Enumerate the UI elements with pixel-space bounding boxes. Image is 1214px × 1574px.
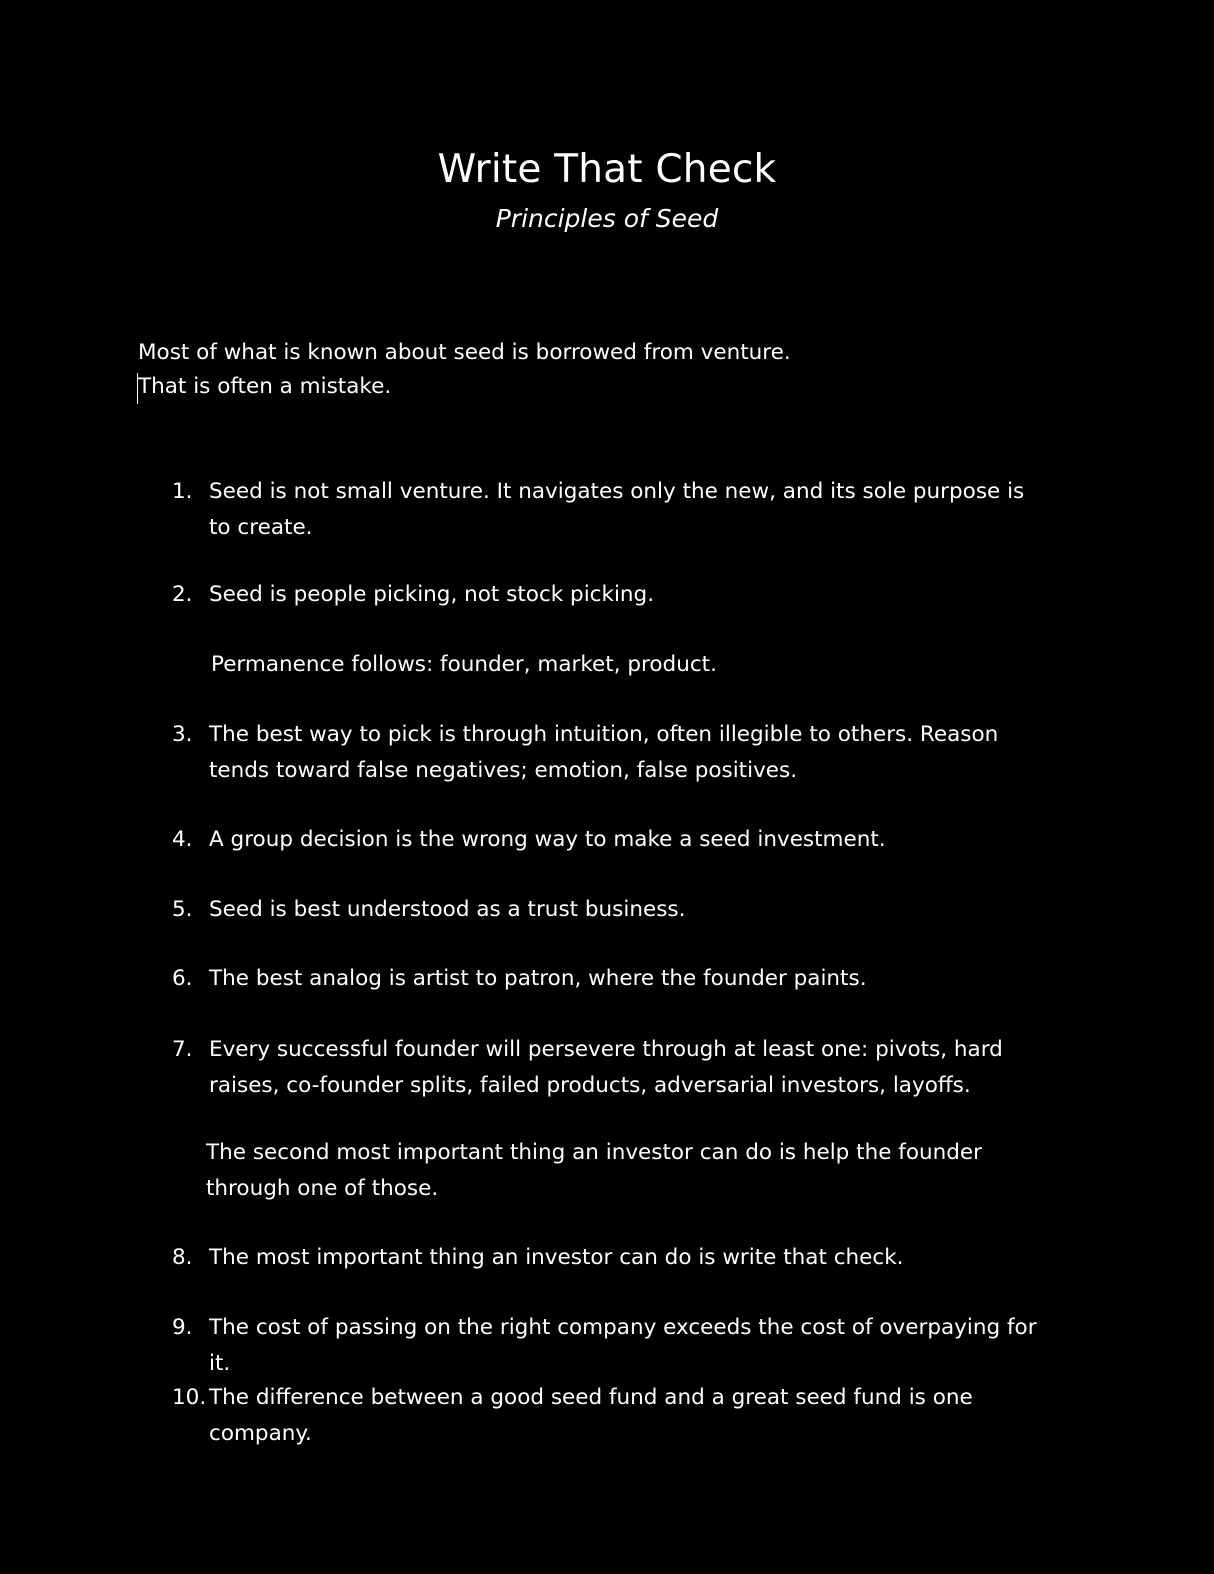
principle-number: 9. <box>172 1315 193 1340</box>
principle-number: 10. <box>172 1385 207 1410</box>
principle-text: Every successful founder will persevere through at least one: pivots, hard raises, co-founder splits, failed products, adversarial investors, layoffs. <box>209 1037 1003 1098</box>
principle-text: Seed is not small venture. It navigates only the new, and its sole purpose is to create. <box>209 479 1025 540</box>
principle-text: Seed is people picking, not stock picking. <box>209 582 655 607</box>
principle-text: The most important thing an investor can do is write that check. <box>209 1245 904 1270</box>
principle-item-8 <box>172 1240 1052 1276</box>
principle-text: Seed is best understood as a trust business. <box>209 897 686 922</box>
principle-number: 1. <box>172 479 193 504</box>
principle-text: The best analog is artist to patron, where the founder paints. <box>209 966 867 991</box>
principle-number: 2. <box>172 582 193 607</box>
principle-item-2 <box>172 577 1052 613</box>
principle-item-9 <box>172 1310 1052 1382</box>
principle-number: 5. <box>172 897 193 922</box>
principle-text: The best way to pick is through intuition, often illegible to others. Reason tends toward false negatives; emotion, false positives. <box>209 722 999 783</box>
principle-item-1 <box>172 474 1052 546</box>
principle-item-7 <box>172 1032 1052 1104</box>
intro-line-2-text: That is often a mistake. <box>138 374 392 399</box>
principle-item-5 <box>172 892 1052 928</box>
principle-text: A group decision is the wrong way to make a seed investment. <box>209 827 886 852</box>
principle-number: 3. <box>172 722 193 747</box>
principle-item-10 <box>172 1380 1072 1452</box>
document-subtitle: Principles of Seed <box>495 204 719 233</box>
intro-line-1: Most of what is known about seed is borrowed from venture. <box>138 340 791 365</box>
document-title: Write That Check <box>437 147 777 192</box>
principle-number: 7. <box>172 1037 193 1062</box>
principle-note-7: The second most important thing an investor can do is help the founder through one of those. <box>206 1140 982 1201</box>
principle-number: 4. <box>172 827 193 852</box>
principle-number: 6. <box>172 966 193 991</box>
principle-item-3 <box>172 717 1052 789</box>
principle-text: The cost of passing on the right company exceeds the cost of overpaying for it. <box>209 1315 1037 1376</box>
principle-note-2: Permanence follows: founder, market, product. <box>211 652 717 677</box>
principle-number: 8. <box>172 1245 193 1270</box>
principle-item-6 <box>172 961 1052 997</box>
principle-text: The difference between a good seed fund and a great seed fund is one company. <box>209 1385 973 1446</box>
principle-item-4 <box>172 822 1052 858</box>
